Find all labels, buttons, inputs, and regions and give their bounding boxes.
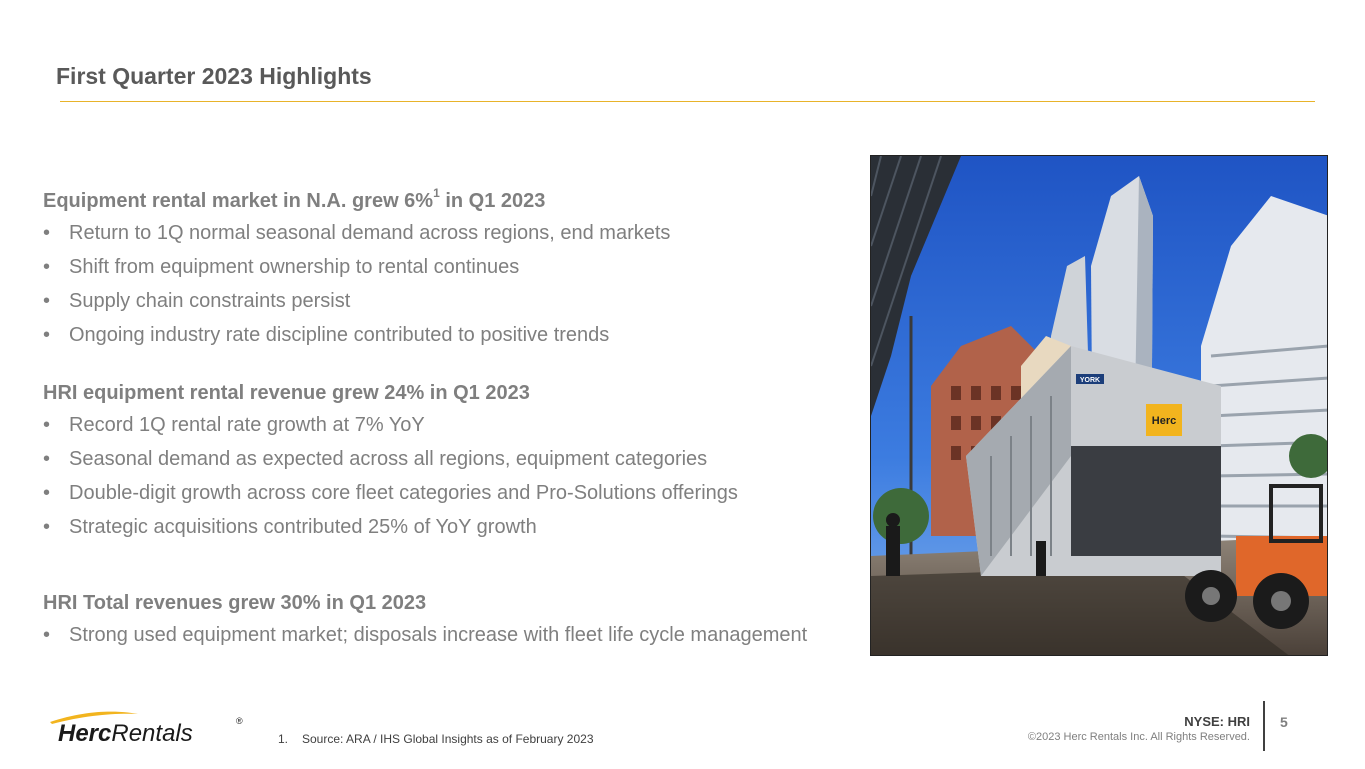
footnote <box>278 732 594 746</box>
heading-text-tail: in Q1 2023 <box>439 190 546 212</box>
bullet-item <box>43 284 873 318</box>
bullet-marker: • <box>43 516 51 538</box>
title-divider <box>60 101 1315 102</box>
bullet-item <box>43 216 873 250</box>
footnote-marker: 1 <box>433 186 440 201</box>
bullet-text: Strong used equipment market; disposals increase with fleet life cycle management <box>69 624 808 646</box>
bullet-marker: • <box>43 482 51 504</box>
bullet-text: Supply chain constraints persist <box>69 290 351 312</box>
bullet-text: Strategic acquisitions contributed 25% of YoY growth <box>69 516 537 538</box>
chiller-mechanics <box>1071 446 1221 556</box>
york-label-text: YORK <box>1079 377 1101 384</box>
herc-rentals-logo <box>46 708 246 748</box>
person <box>886 526 900 576</box>
logo-wordmark <box>58 720 193 747</box>
bullet-text: Record 1Q rental rate growth at 7% YoY <box>69 414 425 436</box>
bullet-item <box>43 510 873 544</box>
footnote-number: 1. <box>278 732 289 746</box>
bullet-text: Return to 1Q normal seasonal demand across regions, end markets <box>69 222 671 244</box>
bullet-item <box>43 318 873 352</box>
bullet-marker: • <box>43 624 51 646</box>
rental-revenue-section <box>43 378 873 544</box>
copyright: ©2023 Herc Rentals Inc. All Rights Reserved. <box>1027 731 1250 743</box>
bullet-text: Seasonal demand as expected across all regions, equipment categories <box>69 448 708 470</box>
page-number: 5 <box>1280 714 1288 730</box>
total-revenue-section <box>43 588 873 652</box>
heading-text: Equipment rental market in N.A. grew 6% <box>43 190 434 212</box>
photo-illustration <box>871 156 1328 656</box>
highlights-content <box>43 186 873 652</box>
section-heading: HRI Total revenues grew 30% in Q1 2023 <box>43 592 427 614</box>
bullet-marker: • <box>43 414 51 436</box>
logo-herc: Herc <box>58 720 112 747</box>
logo-rentals: Rentals <box>111 720 193 747</box>
bullet-text: Ongoing industry rate discipline contributed to positive trends <box>69 324 610 346</box>
jobsite-photo <box>870 155 1328 656</box>
bullet-marker: • <box>43 448 51 470</box>
tree <box>873 488 929 544</box>
market-section <box>43 186 873 352</box>
person <box>1036 541 1046 576</box>
herc-sticker-text: Herc <box>1151 415 1177 427</box>
bullet-marker: • <box>43 290 51 312</box>
logo-registered-mark: ® <box>236 716 243 726</box>
section-heading: HRI equipment rental revenue grew 24% in Q1 2023 <box>43 382 530 404</box>
footer-divider <box>1263 701 1265 751</box>
bullet-item <box>43 442 873 476</box>
bullet-item <box>43 476 873 510</box>
stock-ticker: NYSE: HRI <box>1184 714 1250 729</box>
bullet-item <box>43 618 873 652</box>
bullet-item <box>43 250 873 284</box>
bullet-marker: • <box>43 324 51 346</box>
bullet-marker: • <box>43 222 51 244</box>
bullet-text: Shift from equipment ownership to rental continues <box>69 256 520 278</box>
bullet-item <box>43 408 873 442</box>
slide-title: First Quarter 2023 Highlights <box>56 63 372 89</box>
footnote-text: Source: ARA / IHS Global Insights as of February 2023 <box>302 732 594 746</box>
bullet-text: Double-digit growth across core fleet categories and Pro-Solutions offerings <box>69 482 738 504</box>
bullet-marker: • <box>43 256 51 278</box>
section-heading <box>43 186 873 216</box>
